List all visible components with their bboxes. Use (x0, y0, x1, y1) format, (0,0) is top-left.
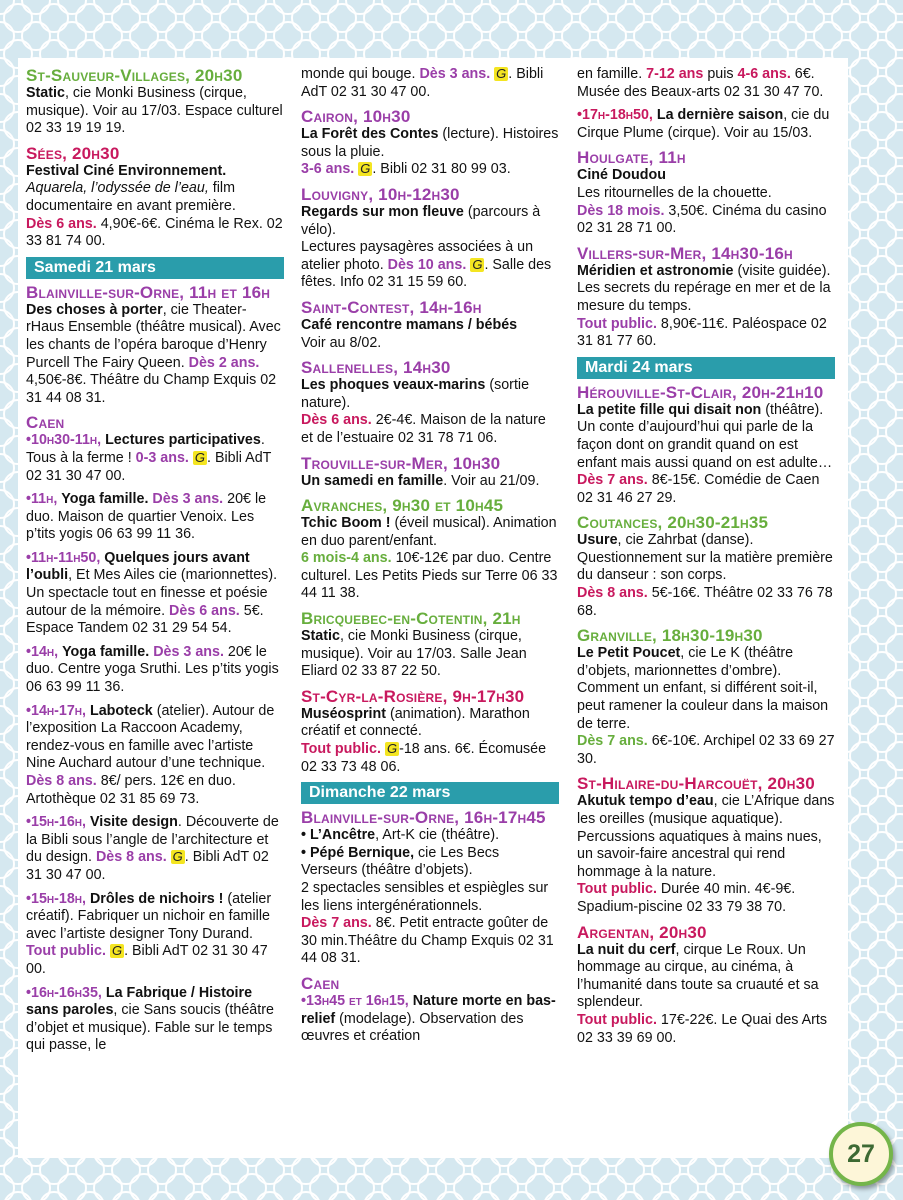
city-heading: Houlgate, 11h (577, 148, 686, 168)
day-header: Mardi 24 mars (577, 357, 835, 379)
event-entry: Avranches, 9h30 et 10h45 Tchic Boom ! (éveil musical). Animation en duo parent/enfant. 6 mois-4 ans. 10€-12€ par duo. Centre culturel. Les Petits Pieds sur Terre 06 33 44 11 38. (301, 496, 558, 602)
city-heading: Trouville-sur-Mer, 10h30 (301, 453, 501, 473)
city-heading: Cairon, 10h30 (301, 107, 411, 127)
city-heading: Caen (26, 413, 65, 433)
sub-event: •15h-16h, Visite design. Découverte de la Bibli sous l’angle de l’architecture et du design. Dès 8 ans. G . Bibli AdT 02 31 30 47 00. (26, 814, 279, 883)
event-entry: Granville, 18h30-19h30 Le Petit Poucet, cie Le K (théâtre d’objets, marionnettes d’ombre). Comment un enfant, si différent soit-il, peut ramener la couleur dans la maison de terre. Dès 7 ans. 6€-10€. Archipel 02 33 69 27 30. (577, 626, 835, 767)
column-2 (301, 66, 559, 1052)
page-number: 27 (829, 1122, 893, 1186)
free-badge: G (172, 849, 183, 865)
city-heading: Villers-sur-Mer, 14h30-16h (577, 243, 793, 263)
free-badge: G (386, 741, 398, 757)
event-entry: Caen •13h45 et 16h15, Nature morte en bas-relief (modelage). Observation des œuvres et création (301, 974, 559, 1046)
event-entry: Sallenelles, 14h30 Les phoques veaux-marins (sortie nature). Dès 6 ans. 2€-4€. Maison de la nature et de l’estuaire 02 31 78 71 06. (301, 358, 559, 447)
city-heading: Sées, 20h30 (26, 143, 120, 163)
event-entry: Argentan, 20h30 La nuit du cerf, cirque Le Roux. Un hommage au cirque, au cinéma, à l’humanité dans toute sa cruauté et sa splendeur. Tout public. 17€-22€. Le Quai des Arts 02 33 39 69 00. (577, 923, 835, 1048)
event-entry: Cairon, 10h30 La Forêt des Contes (lecture). Histoires sous la pluie. 3-6 ans. G . Bibli 02 31 80 99 03. (301, 107, 559, 178)
city-heading: Caen (301, 973, 340, 993)
day-header: Dimanche 22 mars (301, 782, 559, 804)
event-entry (26, 413, 284, 1055)
event-entry: Blainville-sur-Orne, 16h-17h45 • L’Ancêtre, Art-K cie (théâtre). • Pépé Bernique, cie Les Becs Verseurs (théâtre d’objets). 2 spectacles sensibles et espiègles sur les liens intergénérationnels. Dès 7 ans. 8€. Petit entracte goûter de 30 min.Théâtre du Champ Exquis 02 31 44 08 31. (301, 808, 559, 968)
sub-event: •10h30-11h, Lectures participatives. Tous à la ferme ! 0-3 ans. G . Bibli AdT 02 31 30 47 00. (26, 432, 272, 484)
event-entry: Blainville-sur-Orne, 11h et 16h Des choses à porter, cie Theater-rHaus Ensemble (théâtre musical). Avec les chants de l’opéra baroque d’Henry Purcell The Fairy Queen. Dès 2 ans. 4,50€-8€. Théâtre du Champ Exquis 02 31 44 08 31. (26, 283, 284, 408)
city-heading: St-Cyr-la-Rosière, 9h-17h30 (301, 686, 525, 706)
event-entry: Villers-sur-Mer, 14h30-16h Méridien et astronomie (visite guidée). Les secrets du repérage en mer et de la mesure du temps. Tout public. 8,90€-11€. Paléospace 02 31 81 77 60. (577, 244, 835, 351)
event-entry: •17h-18h50, La dernière saison, cie du Cirque Plume (cirque). Voir au 15/03. (577, 107, 830, 141)
city-heading: Bricquebec-en-Cotentin, 21h (301, 609, 521, 629)
event-entry: Louvigny, 10h-12h30 Regards sur mon fleuve (parcours à vélo). Lectures paysagères associées à un atelier photo. Dès 10 ans. G . Salle des fêtes. Info 02 31 15 59 60. (301, 185, 559, 292)
sub-event: •14h-17h, Laboteck (atelier). Autour de l’exposition La Raccoon Academy, rendez-vous en famille avec l’artiste Nine Auchard autour d’une technique. Dès 8 ans. 8€/ pers. 12€ en duo. Artothèque 02 31 85 69 73. (26, 702, 275, 807)
city-heading: Sallenelles, 14h30 (301, 358, 451, 378)
column-1 (26, 66, 284, 1061)
city-heading: Blainville-sur-Orne, 16h-17h45 (301, 808, 546, 828)
event-entry: en famille. 7-12 ans puis 4-6 ans. 6€. Musée des Beaux-arts 02 31 30 47 70. (577, 66, 824, 100)
event-entry: Hérouville-St-Clair, 20h-21h10 La petite fille qui disait non (théâtre). Un conte d’aujourd’hui qui parle de la façon dont on grandit quand on est enfant mais aussi quand on est adulte… Dès 7 ans. 8€-15€. Comédie de Caen 02 31 46 27 29. (577, 383, 835, 508)
sub-event: •15h-18h, Drôles de nichoirs ! (atelier créatif). Fabriquer un nichoir en famille avec l’artiste designer Tony Durand. Tout public. G . Bibli AdT 02 31 30 47 00. (26, 890, 272, 977)
city-heading: Granville, 18h30-19h30 (577, 626, 763, 646)
event-entry: Bricquebec-en-Cotentin, 21h Static, cie Monki Business (cirque, musique). Voir au 17/03. Salle Jean Eliard 02 33 87 22 50. (301, 609, 559, 681)
event-entry: Saint-Contest, 14h-16h Café rencontre mamans / bébés Voir au 8/02. (301, 298, 559, 352)
page-content (18, 58, 848, 1158)
event-entry: Trouville-sur-Mer, 10h30 Un samedi en famille. Voir au 21/09. (301, 454, 559, 491)
event-entry: St-Hilaire-du-Harcouët, 20h30 Akutuk tempo d’eau, cie L’Afrique dans les oreilles (musique aquatique). Percussions aquatiques à mains nues, un savoir-faire ancestral qui rend hommage à la nature. Tout public. Durée 40 min. 4€-9€. Spadium-piscine 02 33 79 38 70. (577, 774, 835, 915)
free-badge: G (472, 256, 483, 272)
free-badge: G (111, 943, 123, 959)
city-heading: Hérouville-St-Clair, 20h-21h10 (577, 382, 824, 402)
sub-event: •11h-11h50, Quelques jours avant l’oubli, Et Mes Ailes cie (marionnettes). Un spectacle tout en finesse et poésie autour de la mémoire. Dès 6 ans. 5€. Espace Tandem 02 31 29 54 54. (26, 549, 278, 637)
event-entry: St-Cyr-la-Rosière, 9h-17h30 Muséosprint (animation). Marathon créatif et connecté. Tout public. G -18 ans. 6€. Écomusée 02 33 73 48 06. (301, 687, 559, 776)
event-entry: St-Sauveur-Villages, 20h30 Static, cie Monki Business (cirque, musique). Voir au 17/03. Espace culturel 02 33 19 19 19. (26, 66, 283, 137)
event-entry: Coutances, 20h30-21h35 Usure, cie Zahrbat (danse). Questionnement sur la matière première du danseur : son corps. Dès 8 ans. 5€-16€. Théâtre 02 33 76 78 68. (577, 513, 835, 620)
city-heading: Coutances, 20h30-21h35 (577, 513, 769, 533)
free-badge: G (360, 161, 371, 177)
city-heading: Blainville-sur-Orne, 11h et 16h (26, 282, 271, 302)
sub-event: •14h, Yoga famille. Dès 3 ans. 20€ le duo. Centre yoga Sruthi. Les p’tits yogis 06 63 99 11 36. (26, 643, 279, 696)
column-3 (577, 66, 835, 1053)
city-heading: Louvigny, 10h-12h30 (301, 184, 460, 204)
sub-event: •11h, Yoga famille. Dès 3 ans. 20€ le duo. Maison de quartier Venoix. Les p’tits yogis 06 63 99 11 36. (26, 491, 267, 543)
event-entry: Houlgate, 11h Ciné Doudou Les ritournelles de la chouette. Dès 18 mois. 3,50€. Cinéma du casino 02 31 28 71 00. (577, 148, 835, 237)
city-heading: Avranches, 9h30 et 10h45 (301, 496, 504, 516)
city-heading: Saint-Contest, 14h-16h (301, 297, 482, 317)
free-badge: G (496, 66, 507, 81)
free-badge: G (194, 449, 206, 465)
city-heading: St-Hilaire-du-Harcouët, 20h30 (577, 774, 815, 794)
city-heading: Argentan, 20h30 (577, 922, 707, 942)
event-entry: Sées, 20h30 Festival Ciné Environnement. Aquarela, l’odyssée de l’eau, film documentaire en avant première. Dès 6 ans. 4,90€-6€. Cinéma le Rex. 02 33 81 74 00. (26, 143, 283, 250)
city-heading: St-Sauveur-Villages, 20h30 (26, 66, 243, 85)
event-entry: monde qui bouge. Dès 3 ans. G . Bibli AdT 02 31 30 47 00. (301, 66, 544, 100)
day-header: Samedi 21 mars (26, 257, 284, 279)
sub-event: •16h-16h35, La Fabrique / Histoire sans paroles, cie Sans soucis (théâtre d’objet et musique). Fable sur le temps qui passe, le (26, 984, 274, 1054)
